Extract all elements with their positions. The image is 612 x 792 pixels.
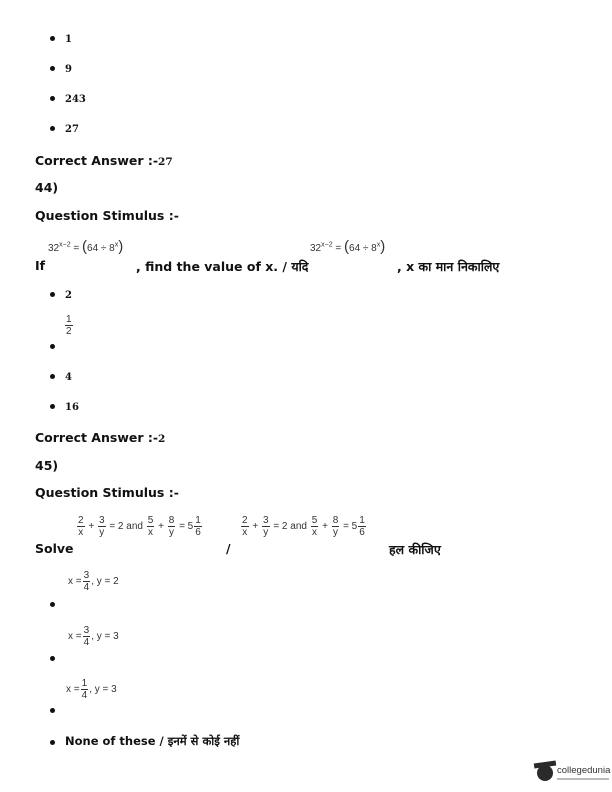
q45-stem-solve: Solve [35,541,74,556]
q44-number: 44) [35,180,59,195]
q44-stem-if: If [35,258,46,273]
correct-answer-label: Correct Answer :- [35,430,159,445]
correct-answer-value: 27 [158,156,173,168]
q45-equation-2: $\frac{2}{x}$ + $\frac{3}{y}$ = 2 and $\frac{5}{x}$ + $\frac{8}{y}$ = 5 $\frac{1}{6}$ [242,515,365,538]
q45-number: 45) [35,458,59,473]
q44-option-2-fraction: $\frac{1}{2}$ [66,314,72,337]
q45-stimulus-label: Question Stimulus :- [35,485,179,500]
logo-text: collegedunia [557,765,611,776]
q44-stem-find: , find the value of x. / यदि [136,259,309,274]
q44-option-1: 2 [65,290,72,301]
bullet [50,740,55,745]
bullet [50,656,55,661]
collegedunia-logo [537,765,610,781]
bullet [50,708,55,713]
q44-equation-2: $32^{x-2} = (64 \div 8^x)$ [310,238,386,255]
bullet [50,292,55,297]
bullet [50,66,55,71]
bullet [50,404,55,409]
q43-option-3: 243 [65,94,86,105]
q44-option-4: 16 [65,402,79,413]
q45-equation-1: $\frac{2}{x}$ + $\frac{3}{y}$ = 2 and $\frac{5}{x}$ + $\frac{8}{y}$ = 5 $\frac{1}{6}$ [78,515,201,538]
q45-stem-hindi: हल कीजिए [389,542,441,557]
q43-correct-answer [35,150,173,169]
bullet [50,96,55,101]
bullet [50,344,55,349]
graduation-cap-icon [537,765,553,781]
q44-stem-hindi: , x का मान निकालिए [397,259,500,274]
bullet [50,36,55,41]
correct-answer-value: 2 [158,433,166,445]
q43-option-2: 9 [65,64,72,75]
bullet [50,602,55,607]
q44-equation-1: $32^{x-2} = (64 \div 8^x)$ [48,238,124,255]
q45-option-4: None of these / इनमें से कोई नहीं [65,734,240,748]
bullet [50,374,55,379]
q45-option-3: x = $\frac{1}{4}$ , y = 3 [66,678,117,701]
q45-option-1: x = $\frac{3}{4}$ , y = 2 [68,570,119,593]
q44-stimulus-label: Question Stimulus :- [35,208,179,223]
q44-option-3: 4 [65,372,72,383]
q45-option-2: x = $\frac{3}{4}$ , y = 3 [68,625,119,648]
correct-answer-label: Correct Answer :- [35,153,159,168]
q43-option-1: 1 [65,34,72,45]
bullet [50,126,55,131]
q44-correct-answer [35,427,165,446]
q43-option-4: 27 [65,124,79,135]
q45-stem-slash: / [226,541,231,556]
